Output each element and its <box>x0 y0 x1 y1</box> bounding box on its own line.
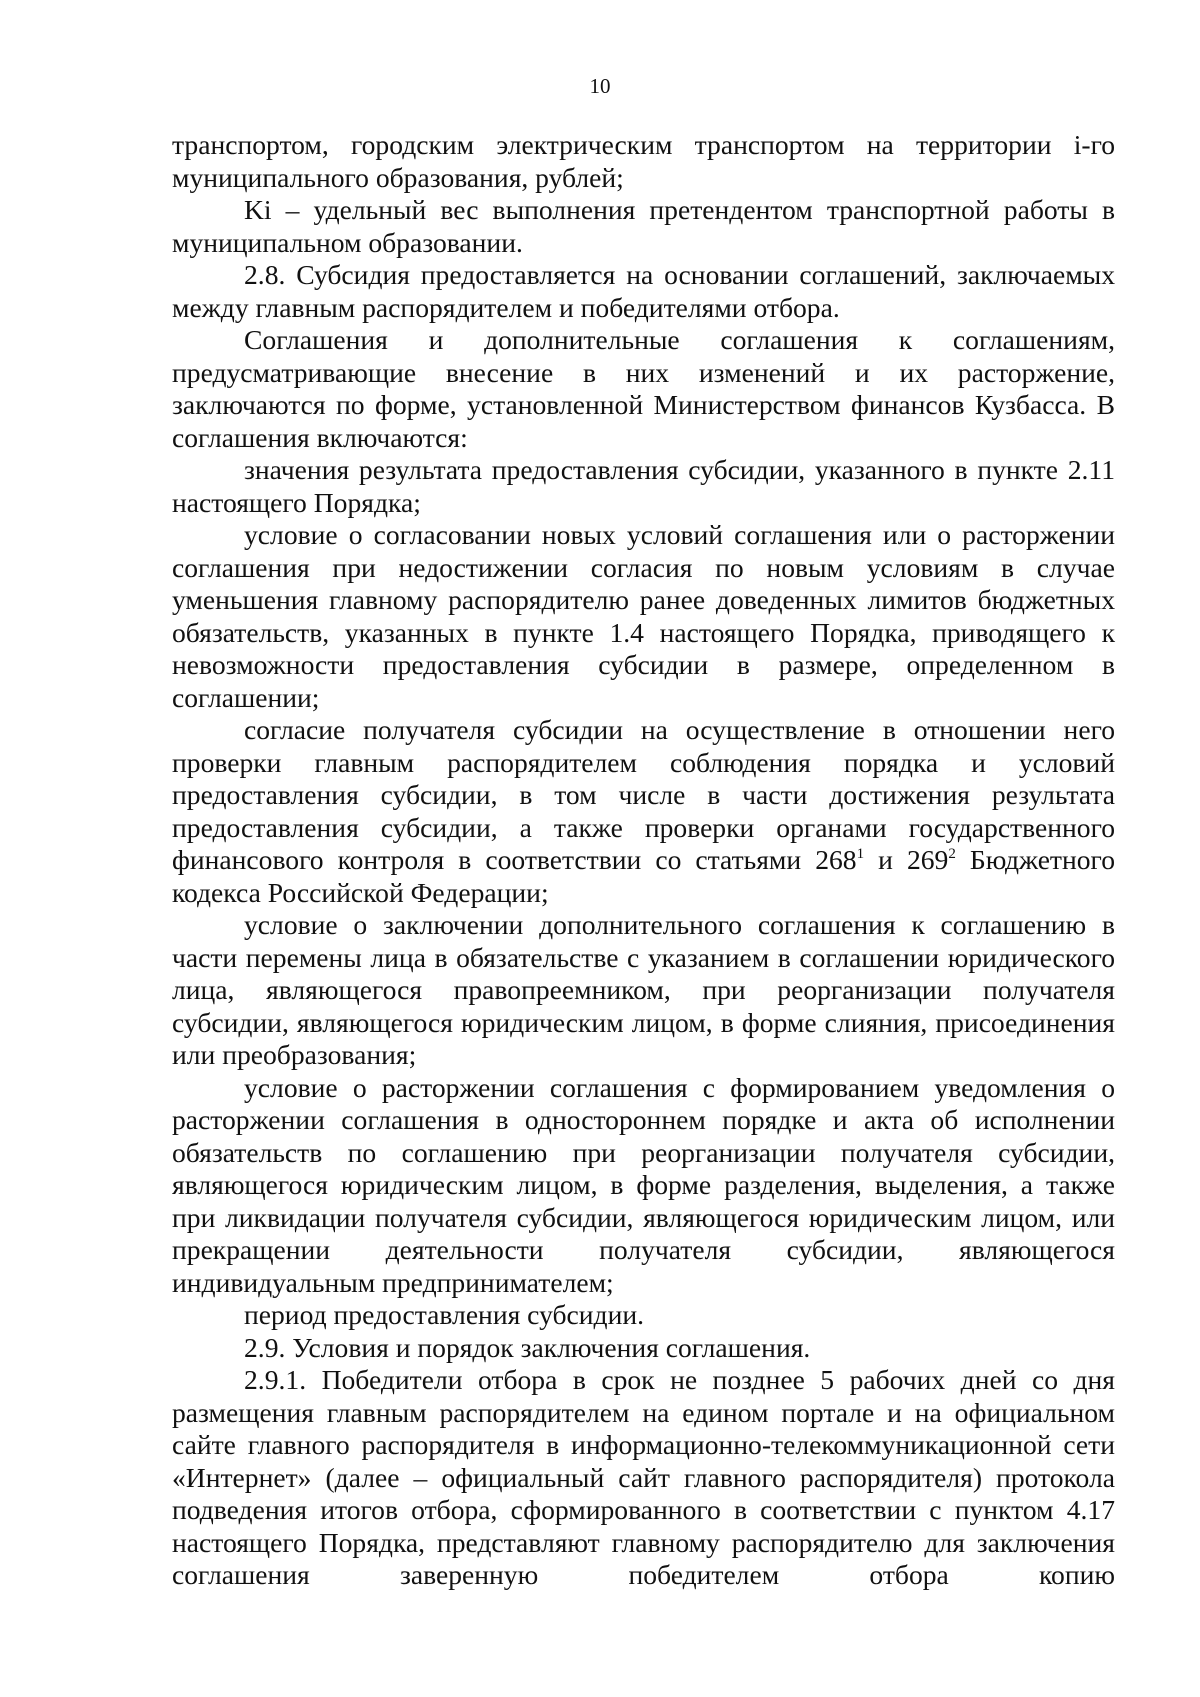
paragraph-additional-agreement: условие о заключении дополнительного соглашения к соглашению в части перемены лица в обязательстве с указанием в соглашении юридического лица, являющегося правопреемником, при реорганизации получателя субсидии, являющегося юридическим лицом, в форме слияния, присоединения или преобразования; <box>172 909 1115 1070</box>
superscript-article-268: 1 <box>856 846 865 862</box>
consent-text-middle: и 269 <box>864 844 949 875</box>
paragraph-ki-definition: Ki – удельный вес выполнения претендентом транспортной работы в муниципальном образовании. <box>172 194 1115 258</box>
superscript-article-269: 2 <box>948 846 956 862</box>
consent-text-after: Бюджетного кодекса Российской Федерации; <box>172 844 1115 908</box>
paragraph-subsidy-period: период предоставления субсидии. <box>244 1299 645 1330</box>
document-body <box>172 129 1115 1592</box>
page-number: 10 <box>589 74 611 98</box>
paragraph-agreement-form: Соглашения и дополнительные соглашения к соглашениям, предусматривающие внесение в них изменений и их расторжение, заключаются по форме, установленной Министерством финансов Кузбасса. В соглашения включаются: <box>172 324 1115 453</box>
paragraph-2-8: 2.8. Субсидия предоставляется на основании соглашений, заключаемых между главным распорядителем и победителями отбора. <box>172 259 1115 323</box>
consent-text-before: согласие получателя субсидии на осуществление в отношении него проверки главным распорядителем соблюдения порядка и условий предоставления субсидии, в том числе в части достижения результата предоставления субсидии, а также проверки органами государственного финансового контроля в соответствии со статьями 268 <box>172 714 1115 875</box>
paragraph-transport-continuation: транспортом, городским электрическим транспортом на территории i-го муниципального образования, рублей; <box>172 129 1115 193</box>
paragraph-2-9-1: 2.9.1. Победители отбора в срок не позднее 5 рабочих дней со дня размещения главным распорядителем на едином портале и на официальном сайте главного распорядителя в информационно-телекоммуникационной сети «Интернет» (далее – официальный сайт главного распорядителя) протокола подведения итогов отбора, сформированного в соответствии с пунктом 4.17 настоящего Порядка, представляют главному распорядителю для заключения соглашения заверенную победителем отбора копию <box>172 1364 1115 1590</box>
paragraph-result-values: значения результата предоставления субсидии, указанного в пункте 2.11 настоящего Порядка; <box>172 454 1115 518</box>
paragraph-2-9: 2.9. Условия и порядок заключения соглашения. <box>244 1331 811 1363</box>
paragraph-termination: условие о расторжении соглашения с формированием уведомления о расторжении соглашения в одностороннем порядке и акта об исполнении обязательств по соглашению при реорганизации получателя субсидии, являющегося юридическим лицом, в форме разделения, выделения, а также при ликвидации получателя субсидии, являющегося юридическим лицом, или прекращении деятельности получателя субсидии, являющегося индивидуальным предпринимателем; <box>172 1071 1115 1298</box>
paragraph-new-conditions: условие о согласовании новых условий соглашения или о расторжении соглашения при недостижении согласия по новым условиям в случае уменьшения главному распорядителю ранее доведенных лимитов бюджетных обязательств, указанных в пункте 1.4 настоящего Порядка, приводящего к невозможности предоставления субсидии в размере, определенном в соглашении; <box>172 519 1115 713</box>
paragraph-consent-inspection <box>172 714 1115 909</box>
